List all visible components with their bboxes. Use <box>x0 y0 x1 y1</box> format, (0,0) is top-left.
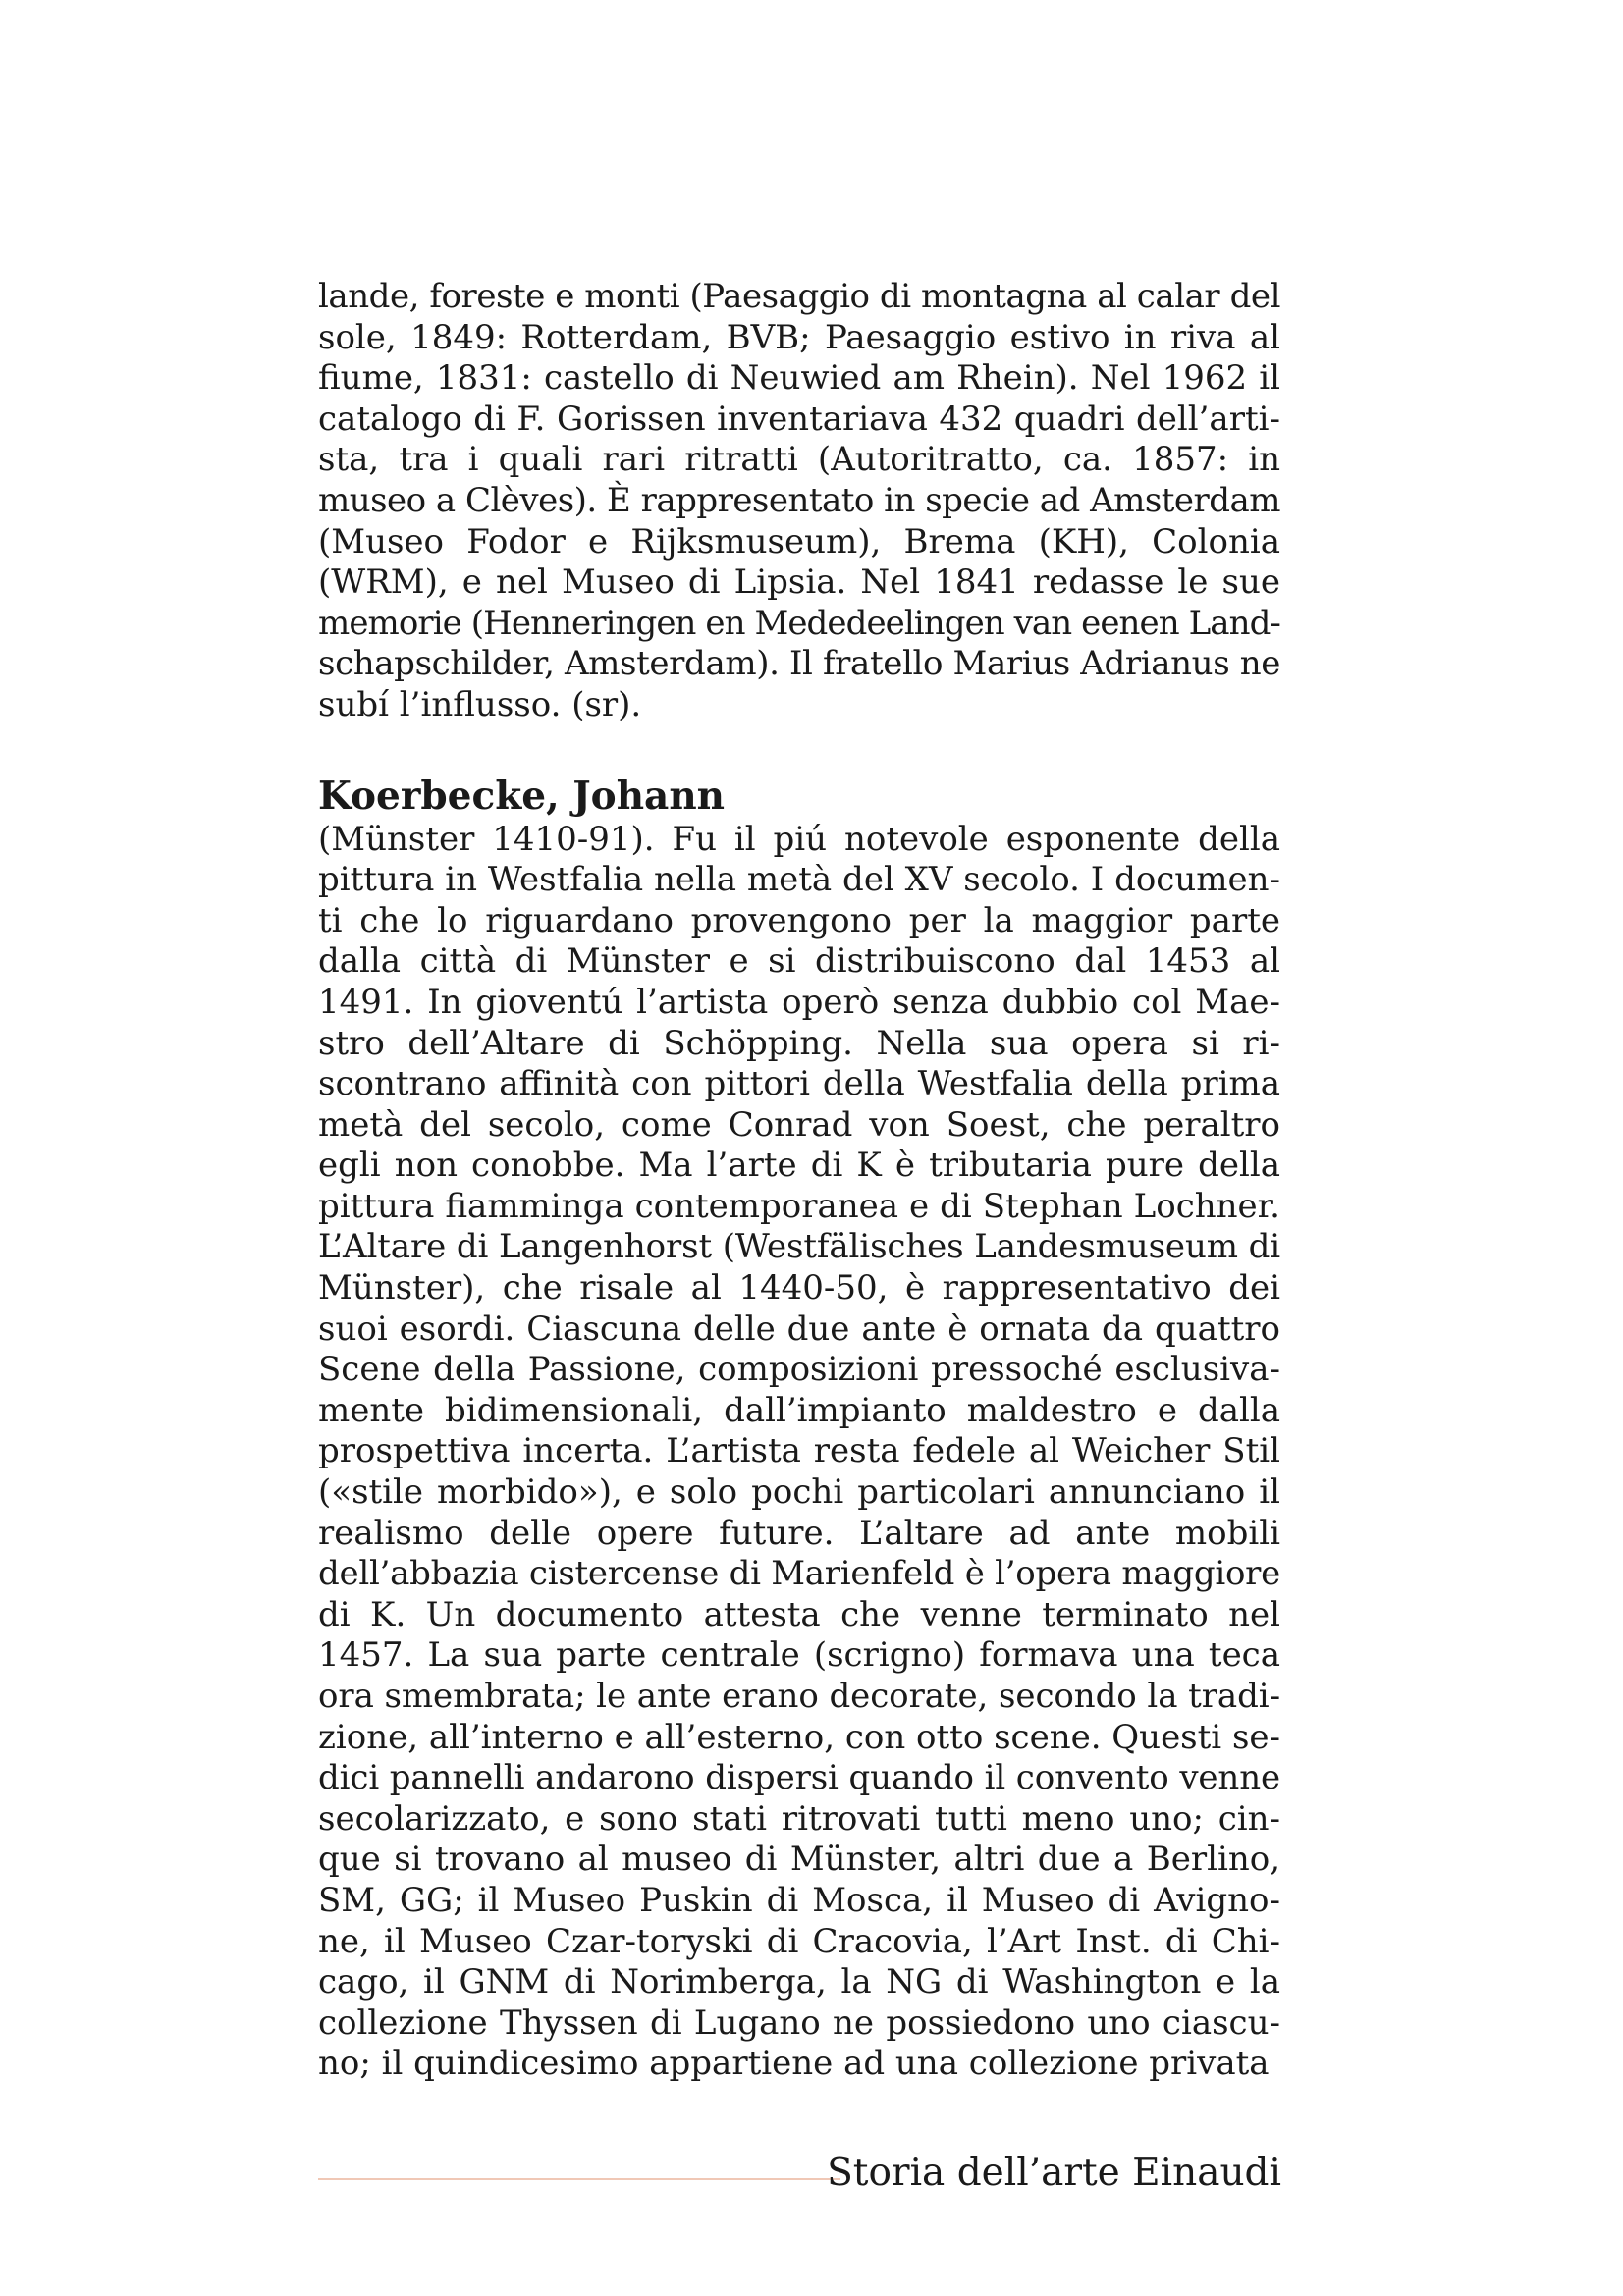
entry-body-line: Münster), che risale al 1440-50, è rappresentativo dei <box>318 1268 1280 1308</box>
paragraph-1-line: museo a Clèves). È rappresentato in specie ad Amsterdam <box>318 480 1280 520</box>
footer-title: Storia dell’arte Einaudi <box>827 2151 1281 2195</box>
entry-body-line: (Münster 1410-91). Fu il piú notevole esponente della <box>318 819 1280 859</box>
paragraph-1-line: memorie (Henneringen en Mededeelingen van eenen Land- <box>318 603 1280 643</box>
entry-body-line: dici pannelli andarono dispersi quando il convento venne <box>318 1758 1280 1798</box>
paragraph-1-line: sta, tra i quali rari ritratti (Autoritratto, ca. 1857: in <box>318 440 1280 480</box>
paragraph-1-line: schapschilder, Amsterdam). Il fratello Marius Adrianus ne <box>318 644 1280 684</box>
entry-body-line: pittura in Westfalia nella metà del XV secolo. I documen- <box>318 860 1280 900</box>
entry-body-line: suoi esordi. Ciascuna delle due ante è ornata da quattro <box>318 1308 1280 1349</box>
entry-body-line: ti che lo riguardano provengono per la maggior parte <box>318 900 1280 940</box>
entry-body-line: metà del secolo, come Conrad von Soest, che peraltro <box>318 1104 1280 1145</box>
entry-body-line: stro dell’Altare di Schöpping. Nella sua opera si ri- <box>318 1023 1280 1063</box>
entry-body-line: ora smembrata; le ante erano decorate, secondo la tradi- <box>318 1677 1280 1716</box>
footer-rule <box>318 2178 840 2180</box>
paragraph-previous-entry <box>318 277 1280 726</box>
entry-body-line: prospettiva incerta. L’artista resta fedele al Weicher Stil <box>318 1431 1280 1471</box>
entry-body-line: collezione Thyssen di Lugano ne possiedono uno ciascu- <box>318 2002 1280 2043</box>
entry-body-line: cago, il GNM di Norimberga, la NG di Washington e la <box>318 1962 1280 2002</box>
paragraph-1-line: fiume, 1831: castello di Neuwied am Rhein). Nel 1962 il <box>318 358 1280 399</box>
entry-body-line: («stile morbido»), e solo pochi particolari annunciano il <box>318 1472 1280 1513</box>
entry-body-line: pittura fiamminga contemporanea e di Stephan Lochner. <box>318 1186 1280 1226</box>
entry-body-line: Scene della Passione, composizioni pressoché esclusiva- <box>318 1350 1280 1390</box>
paragraph-1-line: lande, foreste e monti (Paesaggio di montagna al calar del <box>318 277 1280 316</box>
paragraph-1-line: (Museo Fodor e Rijksmuseum), Brema (KH), Colonia <box>318 521 1280 561</box>
paragraph-1-line: catalogo di F. Gorissen inventariava 432 quadri dell’arti- <box>318 399 1280 439</box>
entry-body-line: realismo delle opere future. L’altare ad ante mobili <box>318 1513 1280 1553</box>
page-content <box>318 277 1280 2085</box>
entry-body-line: di K. Un documento attesta che venne terminato nel <box>318 1594 1280 1634</box>
entry-body-line: dell’abbazia cistercense di Marienfeld è l’opera maggiore <box>318 1554 1280 1594</box>
entry-body-line: mente bidimensionali, dall’impianto maldestro e dalla <box>318 1390 1280 1430</box>
entry-body-line: egli non conobbe. Ma l’arte di K è tributaria pure della <box>318 1146 1280 1186</box>
paragraph-1-line: (WRM), e nel Museo di Lipsia. Nel 1841 redasse le sue <box>318 562 1280 603</box>
entry-body-line: dalla città di Münster e si distribuiscono dal 1453 al <box>318 941 1280 982</box>
entry-body-line: zione, all’interno e all’esterno, con otto scene. Questi se- <box>318 1717 1280 1757</box>
entry-heading: Koerbecke, Johann <box>318 773 726 819</box>
paragraph-1-line: sole, 1849: Rotterdam, BVB; Paesaggio estivo in riva al <box>318 317 1280 357</box>
entry-body-line: scontrano affinità con pittori della Westfalia della prima <box>318 1064 1280 1104</box>
entry-body-line: no; il quindicesimo appartiene ad una collezione privata <box>318 2044 1270 2084</box>
entry-body-line: secolarizzato, e sono stati ritrovati tutti meno uno; cin- <box>318 1798 1280 1839</box>
entry-body-line: ne, il Museo Czar-toryski di Cracovia, l’Art Inst. di Chi- <box>318 1921 1280 1961</box>
paragraph-entry-body <box>318 820 1280 2085</box>
entry-body-line: 1457. La sua parte centrale (scrigno) formava una teca <box>318 1635 1280 1676</box>
entry-body-line: L’Altare di Langenhorst (Westfälisches Landesmuseum di <box>318 1227 1280 1267</box>
entry-body-line: SM, GG; il Museo Puskin di Mosca, il Museo di Avigno- <box>318 1880 1280 1920</box>
paragraph-1-line: subí l’influsso. (sr). <box>318 684 642 724</box>
entry-body-line: 1491. In gioventú l’artista operò senza dubbio col Mae- <box>318 982 1280 1022</box>
entry-body-line: que si trovano al museo di Münster, altri due a Berlino, <box>318 1840 1280 1880</box>
